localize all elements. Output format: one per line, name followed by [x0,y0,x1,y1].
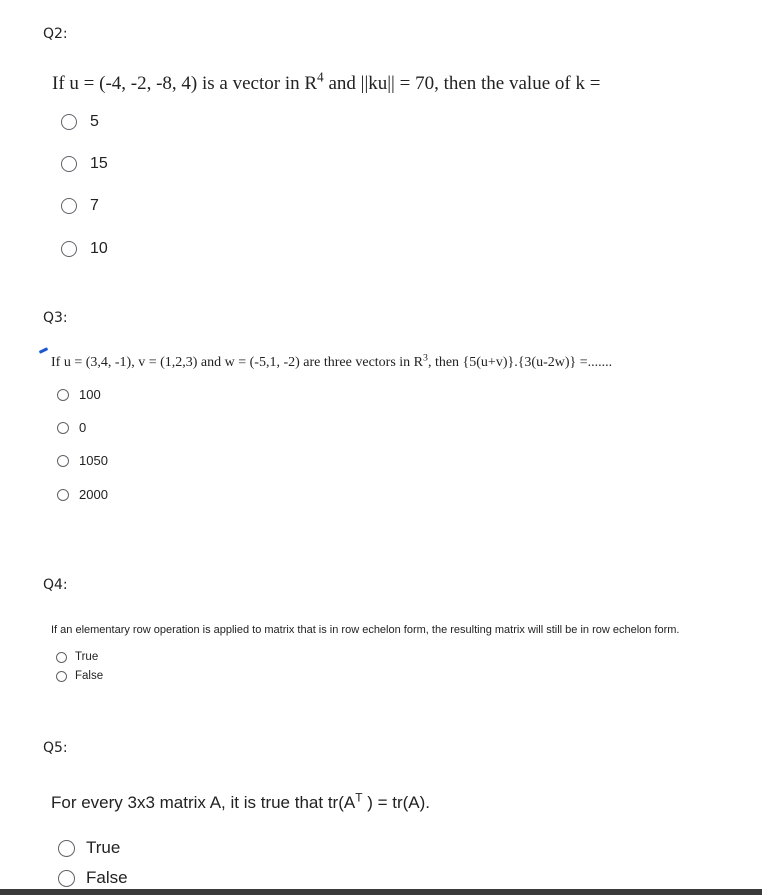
q2-option-4-radio[interactable] [61,241,77,257]
bottom-bar [0,889,762,895]
q5-option-false-radio[interactable] [58,870,75,887]
q4-option-false-label: False [75,670,104,682]
q2-prompt-superscript: 4 [317,69,324,85]
q5-prompt [51,790,430,813]
q4-label: Q4: [43,577,68,593]
q2-prompt-rest: and ||ku|| = 70, then the value of k = [323,73,601,94]
q3-option-2-radio[interactable] [57,422,69,434]
q2-option-3-radio[interactable] [61,198,77,214]
q2-option-2-radio[interactable] [61,156,77,172]
q2-option-4[interactable] [61,240,108,258]
q3-option-4[interactable] [57,487,108,502]
q3-prompt-rest: , then {5(u+v)}.{3(u-2w)} =....... [427,355,613,370]
q4-option-true[interactable] [56,651,98,663]
q3-option-4-label: 2000 [79,487,108,502]
q5-prompt-superscript: T [355,790,363,805]
q4-option-false-radio[interactable] [56,671,67,682]
q3-option-2[interactable] [57,420,86,435]
q2-option-1-radio[interactable] [61,114,77,130]
q5-label: Q5: [43,740,68,756]
q5-option-false[interactable] [58,868,128,888]
q4-option-true-radio[interactable] [56,652,67,663]
q2-option-2-label: 15 [90,155,108,172]
q3-option-4-radio[interactable] [57,489,69,501]
q5-option-true-label: True [86,838,121,857]
q4-option-false[interactable] [56,670,103,682]
q3-prompt-main: If u = (3,4, -1), v = (1,2,3) and w = (-5,1, -2) are three vectors in R [51,355,424,370]
q3-option-1-label: 100 [79,387,101,402]
q3-prompt [51,352,613,371]
q3-option-3[interactable] [57,453,108,468]
q2-option-1-label: 5 [90,113,99,130]
q3-option-3-radio[interactable] [57,455,69,467]
q3-option-1[interactable] [57,387,101,402]
q5-prompt-main: For every 3x3 matrix A, it is true that tr(A [51,793,356,812]
q3-option-3-label: 1050 [79,453,108,468]
q2-option-1[interactable] [61,113,99,131]
q5-prompt-rest: ) = tr(A). [362,793,430,812]
q2-option-3-label: 7 [90,197,99,214]
q2-option-4-label: 10 [90,240,108,257]
q2-prompt [52,69,601,95]
q2-prompt-main: If u = (-4, -2, -8, 4) is a vector in R [52,73,318,94]
q3-option-2-label: 0 [79,420,87,435]
q5-option-true[interactable] [58,838,120,858]
q2-option-2[interactable] [61,155,108,173]
q3-prompt-superscript: 3 [423,352,428,364]
q4-prompt: If an elementary row operation is applied to matrix that is in row echelon form, the resulting matrix will still be in row echelon form. [51,624,680,636]
q5-option-false-label: False [86,868,128,887]
q2-label: Q2: [43,26,68,42]
q3-label: Q3: [43,310,68,326]
q3-option-1-radio[interactable] [57,389,69,401]
cursor-mark [39,347,48,354]
q4-option-true-label: True [75,651,99,663]
q2-option-3[interactable] [61,197,99,215]
q5-option-true-radio[interactable] [58,840,75,857]
